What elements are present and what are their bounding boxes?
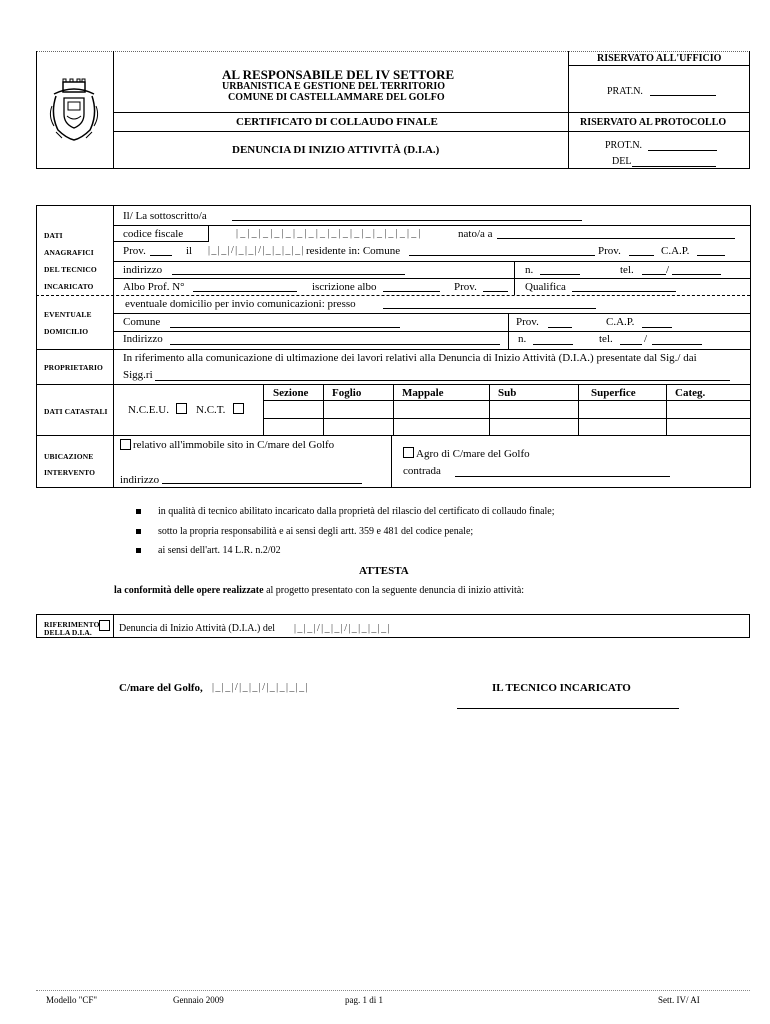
della-dia-label: DELLA D.I.A. [44, 628, 92, 637]
n-label: n. [525, 264, 534, 276]
indirizzo-dom-label: Indirizzo [123, 333, 163, 345]
sottoscritto-field[interactable] [232, 220, 582, 221]
tel-prefix-field[interactable] [642, 274, 666, 275]
certificate-title: CERTIFICATO DI COLLAUDO FINALE [236, 116, 438, 128]
section-domicilio: DOMICILIO [44, 327, 89, 336]
catasto-header-sezione: Sezione [273, 387, 309, 399]
section-anagrafici: ANAGRAFICI [44, 248, 94, 257]
albo-label: Albo Prof. N° [123, 281, 185, 293]
footer-page: pag. 1 di 1 [345, 995, 383, 1005]
footer-model: Modello "CF" [46, 995, 98, 1005]
riferimento-label: RIFERIMENTO [44, 620, 100, 629]
nct-checkbox[interactable] [233, 403, 244, 414]
footer-sett: Sett. IV/ AI [658, 995, 700, 1005]
contrada-field[interactable] [455, 476, 670, 477]
section-ubicazione: UBICAZIONE [44, 452, 94, 461]
bullet-2-marker [136, 529, 141, 534]
prov-dom-label: Prov. [516, 316, 539, 328]
dia-reference-label: Denuncia di Inizio Attività (D.I.A.) del [119, 623, 276, 634]
prot-label: PROT.N. [605, 140, 643, 151]
prat-label: PRAT.N. [607, 86, 643, 97]
prov-res-field[interactable] [629, 255, 654, 256]
footer-date: Gennaio 2009 [173, 995, 224, 1005]
cap-dom-field[interactable] [642, 327, 672, 328]
indirizzo-ubicazione-field[interactable] [162, 483, 362, 484]
signature-role: IL TECNICO INCARICATO [492, 682, 631, 694]
cap-field[interactable] [697, 255, 725, 256]
indirizzo-dom-field[interactable] [170, 344, 500, 345]
cap-label: C.A.P. [661, 245, 690, 257]
domicilio-label: eventuale domicilio per invio comunicazioni: presso [125, 298, 356, 310]
n-field[interactable] [540, 274, 580, 275]
sottoscritto-label: Il/ La sottoscritto/a [123, 210, 207, 222]
bullet-3-text: ai sensi dell'art. 14 L.R. n.2/02 [158, 545, 281, 556]
tel-label: tel. [620, 264, 634, 276]
catasto-header-foglio: Foglio [332, 387, 362, 399]
signature-date-boxes[interactable]: |_|_|/|_|_|/|_|_|_|_| [212, 682, 309, 693]
birth-date-boxes[interactable]: |_|_|/|_|_|/|_|_|_|_| [208, 245, 305, 256]
coat-of-arms-logo [46, 76, 102, 142]
codice-fiscale-label: codice fiscale [123, 228, 184, 240]
cap-dom-label: C.A.P. [606, 316, 635, 328]
sigg-label: Sigg.ri [123, 369, 153, 381]
prot-field[interactable] [648, 150, 717, 151]
catasto-header-sub: Sub [498, 387, 517, 399]
catasto-header-mappale: Mappale [402, 387, 444, 399]
catasto-header-categ: Categ. [675, 387, 706, 399]
nceu-checkbox[interactable] [176, 403, 187, 414]
recipient-title: AL RESPONSABILE DEL IV SETTORE [222, 67, 455, 82]
agro-label: Agro di C/mare del Golfo [416, 448, 530, 460]
codice-fiscale-boxes[interactable]: |_|_|_|_|_|_|_|_|_|_|_|_|_|_|_|_| [236, 228, 423, 239]
prat-field[interactable] [650, 95, 716, 96]
recipient-subtitle-2: COMUNE DI CASTELLAMMARE DEL GOLFO [228, 92, 445, 103]
prov-label: Prov. [123, 245, 146, 257]
iscrizione-field[interactable] [383, 291, 440, 292]
tel-number-field[interactable] [672, 274, 721, 275]
prov-albo-label: Prov. [454, 281, 477, 293]
domicilio-presso-field[interactable] [383, 308, 596, 309]
nato-field[interactable] [497, 238, 735, 239]
indirizzo-field[interactable] [172, 274, 405, 275]
residente-comune-field[interactable] [409, 255, 595, 256]
section-dati-catastali: DATI CATASTALI [44, 407, 108, 416]
bullet-1-text: in qualità di tecnico abilitato incaricato dalla proprietà del rilascio del certificato di collaudo finale; [158, 506, 555, 517]
bullet-1-marker [136, 509, 141, 514]
reserved-protocol-label: RISERVATO AL PROTOCOLLO [580, 117, 727, 128]
tel-dom-label: tel. [599, 333, 613, 345]
relativo-checkbox[interactable] [120, 439, 131, 450]
tel-dom-number-field[interactable] [652, 344, 702, 345]
tel-dom-separator: / [644, 333, 648, 345]
il-label: il [186, 245, 193, 257]
prov-dom-field[interactable] [548, 327, 572, 328]
relativo-label: relativo all'immobile sito in C/mare del Golfo [133, 439, 335, 451]
section-del-tecnico: DEL TECNICO [44, 265, 97, 274]
del-label: DEL [612, 156, 632, 167]
proprietario-text: In riferimento alla comunicazione di ultimazione dei lavori relativi alla Denuncia di Inizio Attività (D.I.A.) presentate dal Sig./ dai [123, 352, 697, 364]
n-dom-field[interactable] [533, 344, 573, 345]
catasto-header-superfice: Superfice [591, 387, 636, 399]
section-eventuale: EVENTUALE [44, 310, 92, 319]
tel-separator: / [666, 264, 670, 276]
residente-label: residente in: Comune [306, 245, 401, 257]
indirizzo-label: indirizzo [123, 264, 163, 276]
nct-label: N.C.T. [196, 404, 226, 416]
tel-dom-prefix-field[interactable] [620, 344, 642, 345]
section-intervento: INTERVENTO [44, 468, 96, 477]
reserved-office-label: RISERVATO ALL'UFFICIO [597, 53, 722, 64]
sigg-field[interactable] [155, 380, 730, 381]
dia-date-boxes[interactable]: |_|_|/|_|_|/|_|_|_|_| [294, 623, 391, 634]
prov-albo-field[interactable] [483, 291, 508, 292]
section-proprietario: PROPRIETARIO [44, 363, 103, 372]
dia-reference-checkbox[interactable] [99, 620, 110, 631]
nato-label: nato/a a [458, 228, 493, 240]
del-field[interactable] [632, 166, 716, 167]
bullet-3-marker [136, 548, 141, 553]
section-dati: DATI [44, 231, 63, 240]
contrada-label: contrada [403, 465, 441, 477]
prov-res-label: Prov. [598, 245, 621, 257]
n-dom-label: n. [518, 333, 527, 345]
signature-place: C/mare del Golfo, [119, 682, 203, 694]
comune-label: Comune [123, 316, 161, 328]
comune-field[interactable] [170, 327, 400, 328]
recipient-subtitle-1: URBANISTICA E GESTIONE DEL TERRITORIO [222, 81, 446, 92]
prov-field[interactable] [150, 255, 172, 256]
albo-field[interactable] [193, 291, 297, 292]
nceu-label: N.C.E.U. [128, 404, 169, 416]
conformita-rest: al progetto presentato con la seguente denuncia di inizio attività: [263, 585, 525, 596]
footer-rule [36, 990, 750, 991]
iscrizione-label: iscrizione albo [312, 281, 377, 293]
section-incaricato: INCARICATO [44, 282, 94, 291]
attesta-heading: ATTESTA [359, 565, 409, 577]
qualifica-field[interactable] [572, 291, 676, 292]
signature-line[interactable] [457, 708, 679, 709]
conformita-bold: la conformità delle opere realizzate [114, 585, 264, 596]
dia-title: DENUNCIA DI INIZIO ATTIVITÀ (D.I.A.) [232, 144, 440, 156]
agro-checkbox[interactable] [403, 447, 414, 458]
qualifica-label: Qualifica [525, 281, 566, 293]
indirizzo-ubicazione-label: indirizzo [120, 474, 160, 486]
bullet-2-text: sotto la propria responsabilità e ai sensi degli artt. 359 e 481 del codice penale; [158, 526, 474, 537]
conformita-line [114, 586, 524, 596]
